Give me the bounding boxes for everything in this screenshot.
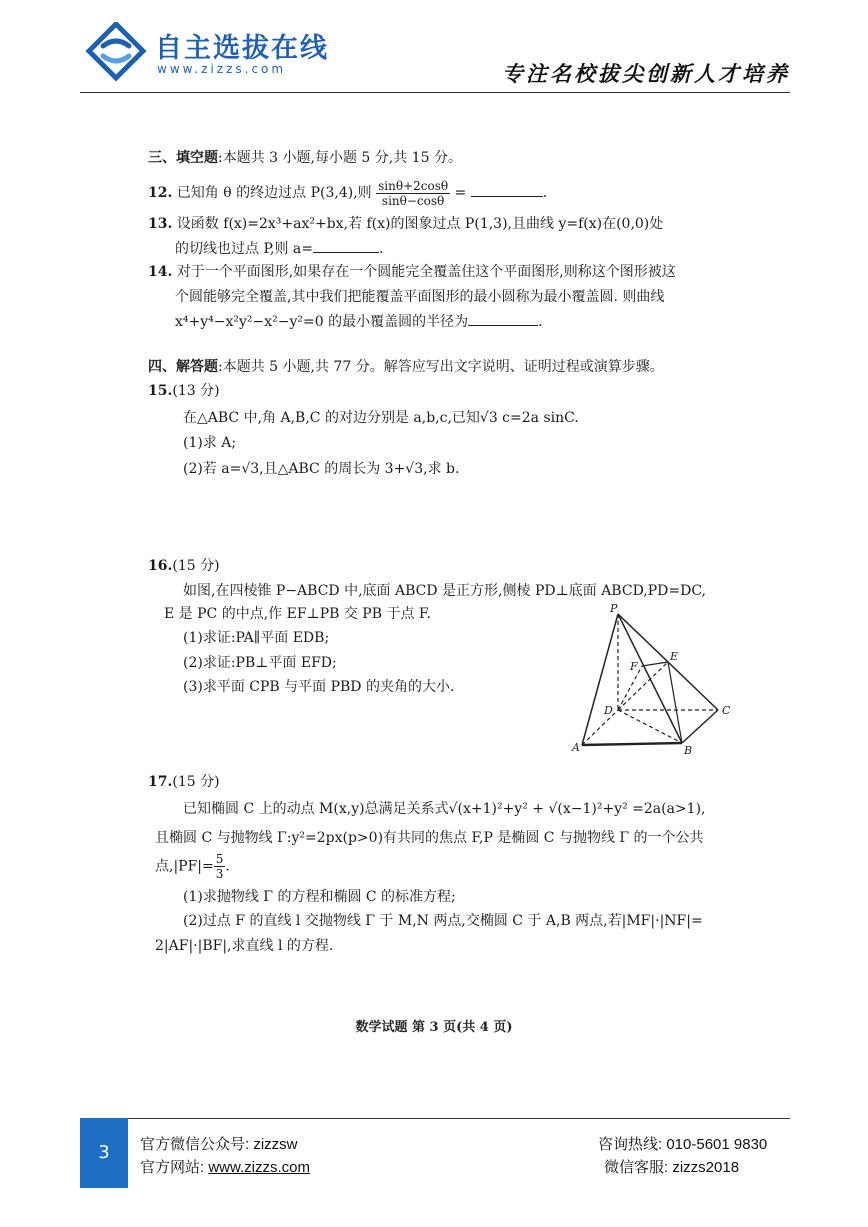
label-E: E (670, 650, 679, 663)
edge-BC (682, 710, 718, 743)
header-divider (80, 92, 790, 93)
question-13-line-1: 13. 设函数 f(x)=2x³+ax²+bx,若 f(x)的图象过点 P(1,3),且曲线 y=f(x)在(0,0)处 (148, 216, 664, 232)
answer-blank (471, 182, 543, 197)
footer-website: 官方网站: www.zizzs.com (140, 1159, 311, 1176)
question-12: 12. 已知角 θ 的终边过点 P(3,4),则 $\frac{\sin\theta+2\cos\theta}{\sin\theta-\cos\theta}$ = . (148, 178, 548, 208)
header-slogan: 专注名校拔尖创新人才培养 (502, 61, 790, 86)
brand-logo (85, 22, 345, 82)
question-16-line-2: E 是 PC 的中点,作 EF⊥PB 交 PB 于点 F. (164, 606, 431, 622)
question-16-line-5: (3)求平面 CPB 与平面 PBD 的夹角的大小. (183, 679, 455, 695)
q12-fraction: $\frac{\sin\theta+2\cos\theta}{\sin\theta-\cos\theta}$ (378, 178, 449, 208)
section-3-heading: 三、填空题:本题共 3 小题,每小题 5 分,共 15 分。 (148, 150, 462, 166)
footer-divider (80, 1118, 790, 1119)
page-caption: 数学试题 第 3 页(共 4 页) (355, 1020, 513, 1035)
edge-PA (582, 614, 618, 745)
question-13-line-2: 的切线也过点 P,则 a= . (175, 238, 383, 259)
section-4-heading: 四、解答题:本题共 5 小题,共 77 分。解答应写出文字说明、证明过程或演算步骤。 (148, 359, 664, 375)
website-link[interactable]: www.zizzs.com (208, 1159, 311, 1176)
question-14-line-3: x⁴+y⁴−x²y²−x²−y²=0 的最小覆盖圆的半径为 . (175, 311, 543, 332)
segment-DE (618, 662, 668, 710)
question-17-line-2: 且椭圆 C 与抛物线 Γ:y²=2px(p>0)有共同的焦点 F,P 是椭圆 C 与抛物线 Γ 的一个公共 (155, 830, 704, 846)
page-header (0, 0, 868, 95)
edge-DB (618, 710, 682, 743)
label-B: B (684, 744, 693, 757)
brand-url: www.zizzs.com (157, 62, 287, 76)
label-D: D (604, 704, 613, 717)
question-15-line-2: (1)求 A; (183, 435, 237, 451)
question-14-line-2: 个圆能够完全覆盖,其中我们把能覆盖平面图形的最小圆称为最小覆盖圆. 则曲线 (175, 289, 665, 305)
question-16-line-3: (1)求证:PA∥平面 EDB; (183, 630, 330, 646)
brand-logo-icon (85, 22, 147, 82)
question-16-line-1: 如图,在四棱锥 P−ABCD 中,底面 ABCD 是正方形,侧棱 PD⊥底面 ABCD,PD=DC, (183, 583, 707, 599)
answer-blank (313, 238, 379, 253)
question-17-line-3: 点,|PF|= $\frac{5}{3}$ . (155, 852, 230, 881)
question-17-line-1: 已知椭圆 C 上的动点 M(x,y)总满足关系式√(x+1)²+y² + √(x−1)²+y² =2a(a>1), (183, 801, 706, 817)
question-17-line-6: 2|AF|·|BF|,求直线 l 的方程. (155, 938, 334, 954)
question-15-header: 15.(13 分) (148, 383, 220, 399)
label-A: A (572, 741, 580, 754)
brand-name: 自主选拔在线 (155, 33, 329, 64)
page-number-badge: 3 (80, 1118, 128, 1188)
q17-fraction: $\frac{5}{3}$ (215, 852, 224, 881)
footer-service: 微信客服: zizzs2018 (604, 1159, 740, 1176)
label-C: C (722, 704, 731, 717)
footer-wechat: 官方微信公众号: zizzsw (140, 1136, 298, 1153)
footer-hotline: 咨询热线: 010-5601 9830 (598, 1136, 768, 1153)
pyramid-figure (570, 600, 740, 760)
label-F: F (630, 660, 638, 673)
question-15-line-1: 在△ABC 中,角 A,B,C 的对边分别是 a,b,c,已知√3 c=2a sinC. (183, 410, 579, 426)
question-16-line-4: (2)求证:PB⊥平面 EFD; (183, 655, 337, 671)
label-P: P (610, 602, 618, 615)
question-14-line-1: 14. 对于一个平面图形,如果存在一个圆能完全覆盖住这个平面图形,则称这个图形被这 (148, 264, 676, 280)
question-17-header: 17.(15 分) (148, 774, 220, 790)
question-16-header: 16.(15 分) (148, 558, 220, 574)
answer-blank (468, 311, 538, 326)
question-17-line-4: (1)求抛物线 Γ 的方程和椭圆 C 的标准方程; (183, 889, 456, 905)
edge-AB (582, 743, 682, 745)
question-17-line-5: (2)过点 F 的直线 l 交抛物线 Γ 于 M,N 两点,交椭圆 C 于 A,B 两点,若|MF|·|NF|= (183, 913, 703, 929)
question-15-line-3: (2)若 a=√3,且△ABC 的周长为 3+√3,求 b. (183, 461, 460, 477)
